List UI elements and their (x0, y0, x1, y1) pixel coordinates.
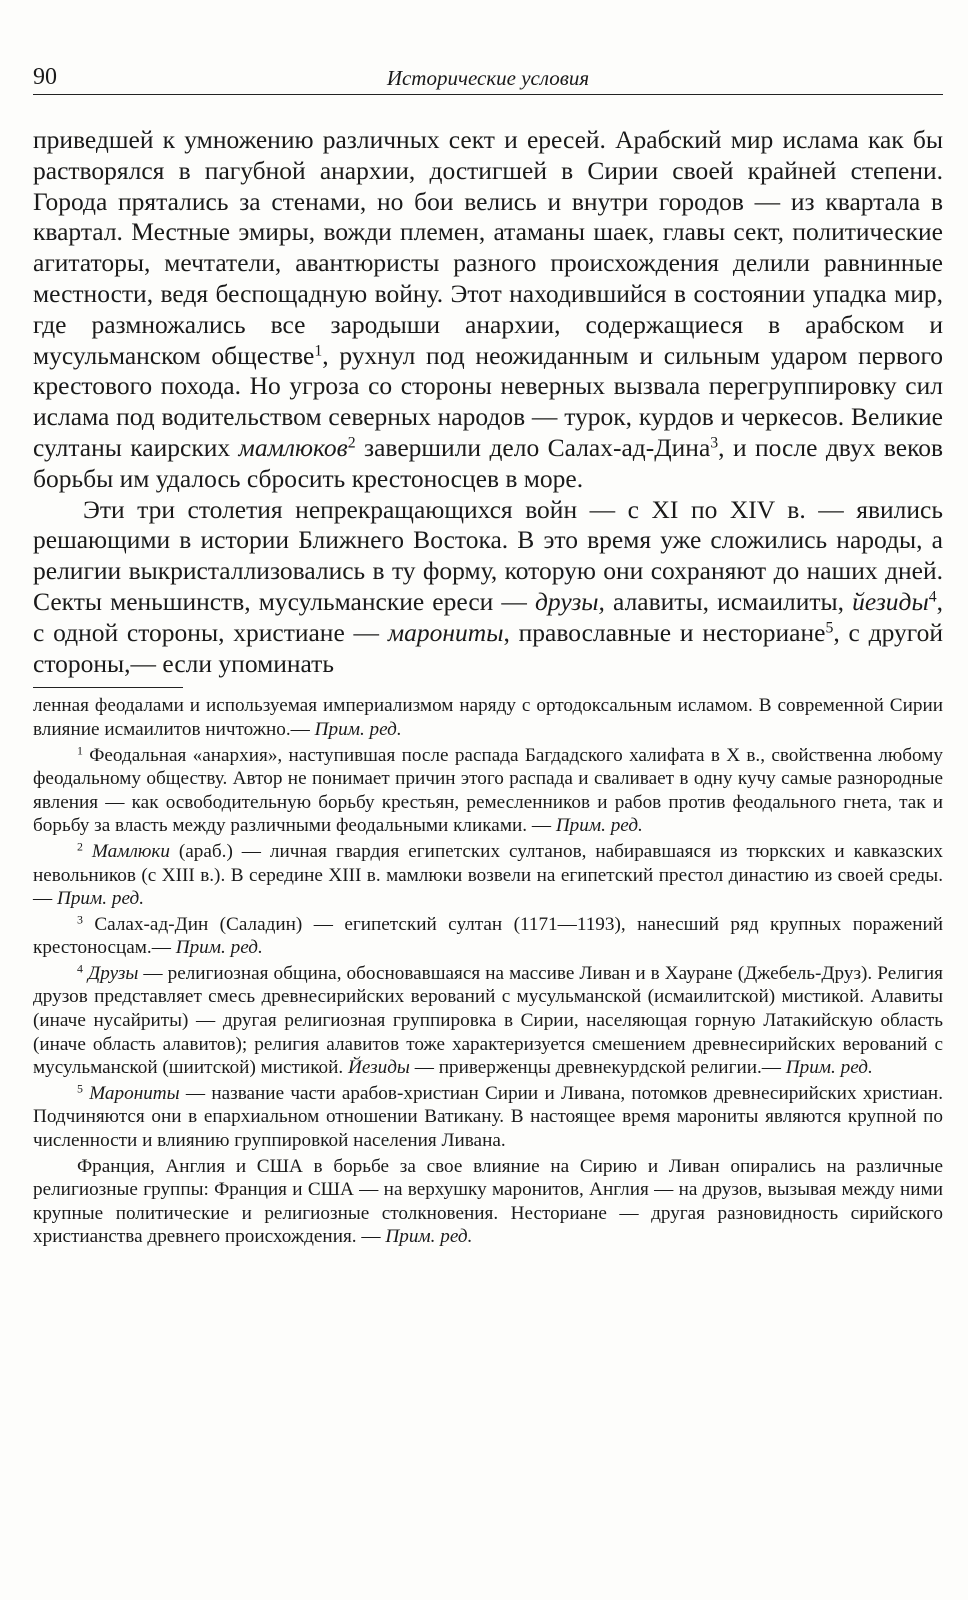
footnote-marker: 5 (825, 619, 834, 637)
footnote-marker: 4 (77, 961, 83, 976)
footnote-4 (33, 962, 943, 1080)
italic-term: Прим. ред. (175, 937, 263, 959)
footnote-separator (33, 687, 183, 688)
text-run: , с одной стороны, христиане — (33, 586, 943, 647)
italic-term: Прим. ред. (385, 1226, 473, 1248)
paragraph (33, 495, 943, 680)
footnote-marker: 1 (314, 341, 323, 359)
italic-term: марониты (387, 617, 504, 647)
footnote-marker: 3 (710, 434, 719, 452)
italic-term: Мамлюки (91, 840, 170, 862)
text-run: алавиты, исмаилиты, (604, 586, 853, 616)
page-number: 90 (33, 64, 57, 90)
italic-term: йезиды (852, 586, 929, 616)
italic-term: Марониты (89, 1082, 180, 1104)
footnote-5 (33, 1082, 943, 1153)
text-run: (араб.) — личная гвардия египетских султанов, набиравшаяся из тюркских и кавказских невольников (с XIII в.). В середине XIII в. мамлюки возвели на египетский престол династию из своей среды.— (33, 840, 944, 910)
footnote-3 (33, 913, 943, 960)
text-run: Феодальная «анархия», наступившая после распада Багдадского халифата в X в., свойственна любому феодальному обществу. Автор не понимает причин этого распада и сваливает в одну кучу самые разнородные явления — как освободительную борьбу крестьян, ремесленников и рабов против феодального гнета, так и борьбу за власть между различными феодальными кликами. — (33, 744, 943, 837)
page-header (33, 60, 943, 95)
text-run: — название части арабов-христиан Сирии и Ливана, потомков древнесирийских христиан. Подчиняются они в епархиальном отношении Ватикану. В настоящее время марониты являются крупной по численности и влиянию группировкой населения Ливана. (33, 1082, 944, 1152)
italic-term: Прим. ред. (785, 1057, 873, 1079)
text-run: завершили дело Салах-ад-Дина (355, 432, 711, 462)
text-run: ленная феодалами и используемая империализмом наряду с ортодоксальным исламом. В современной Сирии влияние исмаилитов ничтожно.— (33, 695, 943, 740)
footnote-marker: 5 (77, 1081, 83, 1096)
italic-term: Прим. ред. (56, 888, 145, 910)
footnote-1 (33, 744, 943, 838)
footnote-marker: 4 (928, 588, 937, 606)
text-run: , православные и несториане (503, 617, 826, 647)
text-run: , рухнул под неожиданным и сильным ударом первого крестового похода. Но угроза со стороны неверных вызвала перегруппировку сил ислама под водительством северных народов — турок, курдов и черкесов. Великие султаны каирских (33, 340, 944, 462)
footnote-2 (33, 840, 943, 911)
text-run (83, 841, 92, 862)
italic-term: Друзы (88, 962, 139, 984)
footnote-marker: 3 (77, 912, 83, 927)
text-run: Франция, Англия и США в борьбе за свое влияние на Сирию и Ливан опирались на различные религиозные группы: Франция и США — на верхушку маронитов, Англия — на друзов, вызывая между ними крупные политические и религиозные столкновения. Несториане — другая разновидность сирийского христианства древнего происхождения. — (33, 1155, 943, 1248)
italic-term: Прим. ред. (314, 718, 402, 740)
running-title: Исторические условия (386, 66, 590, 90)
italic-term: Йезиды (348, 1057, 410, 1079)
italic-term: друзы, (535, 586, 605, 616)
text-run: Салах-ад-Дин (Саладин) — египетский султан (1171—1193), нанесший ряд крупных поражений крестоносцам.— (33, 913, 943, 959)
footnote-5-continued (33, 1155, 943, 1249)
main-text (33, 125, 943, 679)
italic-term: мамлюков (238, 432, 348, 462)
footnote-marker: 1 (77, 742, 83, 757)
text-run: — религиозная община, обосновавшаяся на массиве Ливан и в Хауране (Джебель-Друз). Религия друзов представляет смесь древнесирийских верований с мусульманской (исмаилитской) мистикой. Алавиты (иначе нусайриты) — другая религиозная группировка в Сирии, населяющая горную Латакийскую область (иначе область алавитов); религия алавитов тоже характеризуется смешением древнесирийских верований с мусульманской (шиитской) мистикой. (33, 962, 944, 1079)
paragraph (33, 125, 943, 495)
footnotes (33, 694, 943, 1249)
footnote-marker: 2 (77, 839, 83, 854)
text-run: приведшей к умножению различных сект и ересей. Арабский мир ислама как бы растворялся в пагубной анархии, достигшей в Сирии своей крайней степени. Города прятались за стенами, но бои велись и внутри городов — из квартала в квартал. Местные эмиры, вожди племен, атаманы шаек, главы сект, политические агитаторы, мечтатели, авантюристы разного происхождения делили равнинные местности, ведя беспощадную войну. Этот находившийся в состоянии упадка мир, где размножались все зародыши анархии, содержащиеся в арабском и мусульманском обществе (33, 125, 943, 370)
text-run: , с другой стороны,— если упоминать (33, 617, 943, 678)
text-run: — приверженцы древнекурдской религии.— (409, 1057, 786, 1079)
italic-term: Прим. ред. (555, 815, 643, 837)
text-run: , и после двух веков борьбы им удалось сбросить крестоносцев в море. (33, 432, 943, 493)
book-page (33, 60, 943, 1251)
footnote-continuation (33, 694, 943, 741)
footnote-marker: 2 (347, 434, 356, 452)
text-run: Эти три столетия непрекращающихся войн — с XI по XIV в. — явились решающими в истории Ближнего Востока. В это время уже сложились народы, а религии выкристаллизовались в ту форму, которую они сохраняют до наших дней. Секты меньшинств, мусульманские ереси — (33, 494, 943, 616)
